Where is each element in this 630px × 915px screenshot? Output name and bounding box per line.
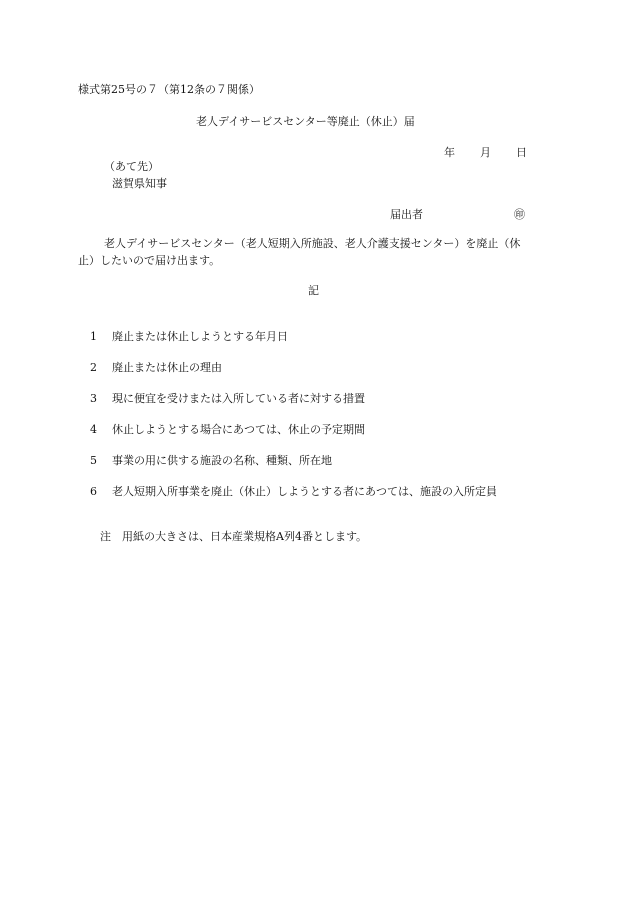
list-item-text: 老人短期入所事業を廃止（休止）しようとする者にあつては、施設の入所定員	[112, 485, 497, 498]
list-item	[90, 485, 497, 499]
list-item-text: 現に便宜を受けまたは入所している者に対する措置	[112, 392, 365, 405]
list-item-number: 4	[90, 423, 97, 436]
list-item-text: 事業の用に供する施設の名称、種類、所在地	[112, 454, 332, 467]
date-month-label: 月	[480, 146, 491, 159]
list-item-number: 3	[90, 392, 97, 405]
footnote-label: 注	[100, 530, 111, 543]
form-number: 様式第25号の７（第12条の７関係）	[78, 83, 260, 96]
list-item-number: 5	[90, 454, 97, 467]
list-item	[90, 423, 365, 437]
body-text-line-1: 老人デイサービスセンター（老人短期入所施設、老人介護支援センター）を廃止（休	[104, 237, 521, 250]
list-item	[90, 454, 332, 468]
document-title: 老人デイサービスセンター等廃止（休止）届	[196, 115, 415, 128]
addressee-name: 滋賀県知事	[112, 177, 167, 190]
list-item-text: 休止しようとする場合にあつては、休止の予定期間	[112, 423, 365, 436]
list-item-number: 6	[90, 485, 97, 498]
list-item	[90, 330, 288, 344]
date-year-label: 年	[444, 146, 455, 159]
seal-mark: ㊞	[514, 208, 525, 221]
ki-heading: 記	[308, 284, 319, 297]
list-item-number: 2	[90, 361, 97, 374]
list-item-text: 廃止または休止の理由	[112, 361, 222, 374]
date-day-label: 日	[516, 146, 527, 159]
list-item	[90, 361, 222, 375]
footnote-text: 用紙の大きさは、日本産業規格A列4番とします。	[122, 530, 368, 543]
body-text-line-2: 止）したいので届け出ます。	[78, 254, 221, 267]
list-item	[90, 392, 365, 406]
addressee-label: （あて先）	[104, 160, 159, 173]
applicant-label: 届出者	[390, 208, 423, 221]
list-item-text: 廃止または休止しようとする年月日	[112, 330, 288, 343]
footnote	[100, 530, 367, 544]
list-item-number: 1	[90, 330, 97, 343]
